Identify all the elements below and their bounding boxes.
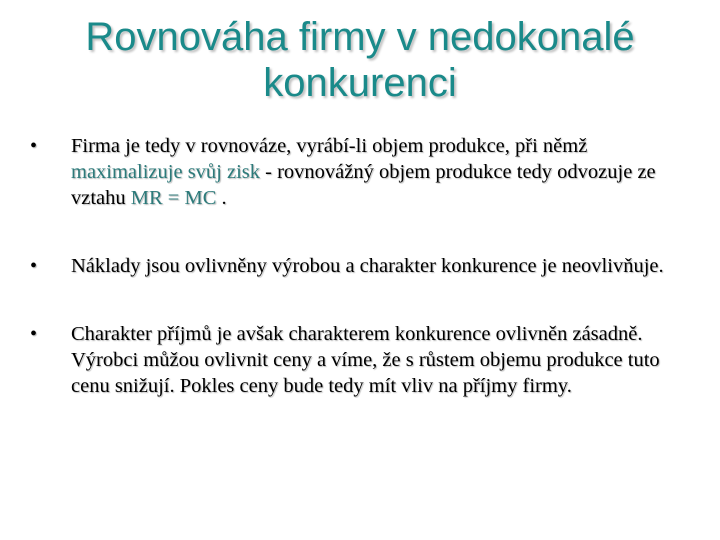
highlight-text: maximalizuje svůj zisk: [71, 161, 261, 183]
formula-text: MR = MC: [130, 187, 217, 209]
bullet-item: [30, 133, 680, 211]
bullet-text: .: [216, 187, 227, 209]
bullet-icon: •: [30, 255, 38, 277]
bullet-text: Firma je tedy v rovnováze, vyrábí-li objem produkce, při němž: [71, 135, 588, 157]
bullet-icon: •: [30, 135, 38, 157]
bullet-text: Charakter příjmů je avšak charakterem konkurence ovlivněn zásadně. Výrobci můžou ovlivnit ceny a víme, že s růstem objemu produkce tuto cenu snižují. Pokles ceny bude tedy mít vliv na příjmy firmy.: [71, 323, 660, 397]
slide-title: Rovnováha firmy v nedokonalé konkurenci: [85, 15, 635, 105]
bullet-text: - rovnovážný objem produkce tedy odvozuje ze vztahu: [71, 161, 656, 209]
bullet-text: Náklady jsou ovlivněny výrobou a charakter konkurence je neovlivňuje.: [71, 255, 664, 277]
bullet-icon: •: [30, 323, 38, 345]
bullet-list: [30, 133, 680, 399]
bullet-item: [30, 321, 680, 399]
bullet-item: [30, 253, 680, 279]
